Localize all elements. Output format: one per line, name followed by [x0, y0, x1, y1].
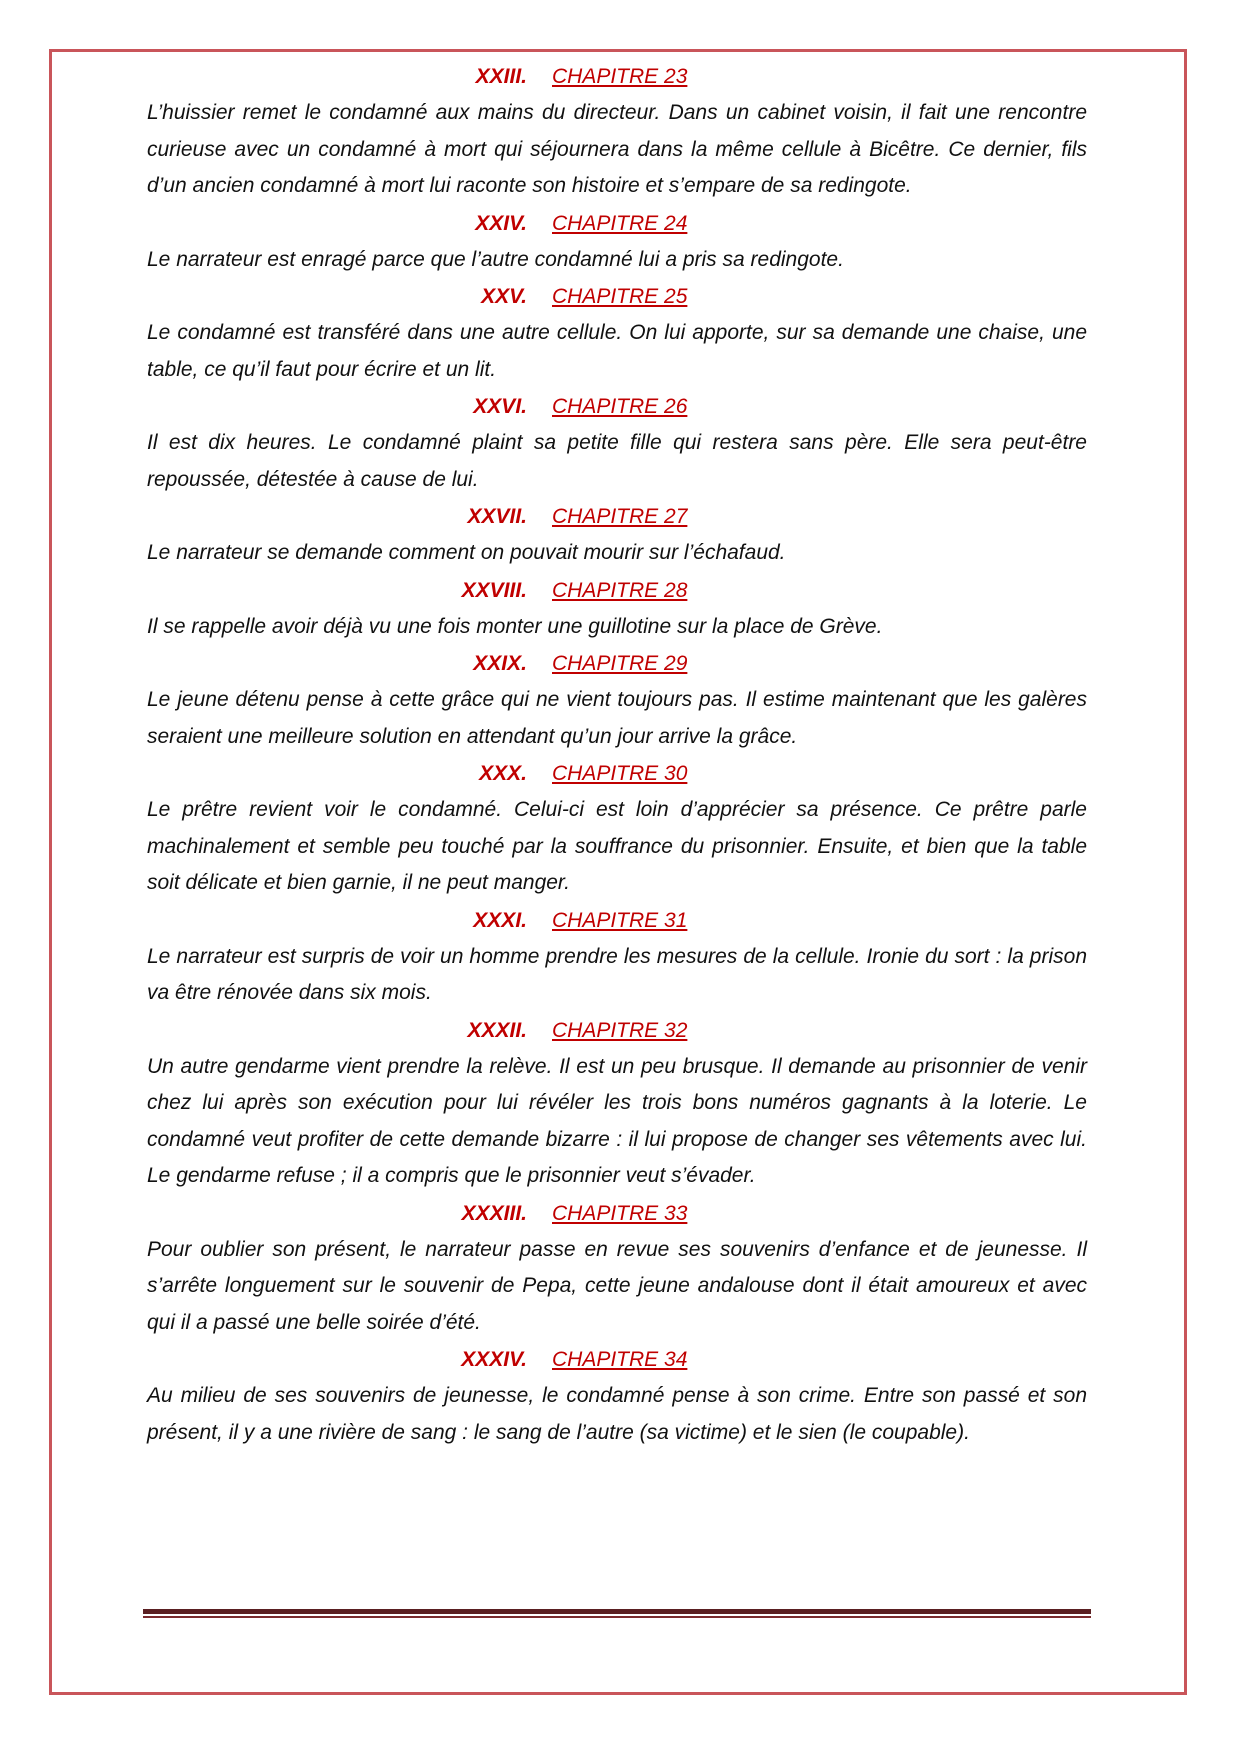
- chapter-number: XXIV.: [475, 211, 527, 235]
- chapter-summary: Pour oublier son présent, le narrateur passe en revue ses souvenirs d’enfance et de jeunesse. Il s’arrête longuement sur le souvenir de Pepa, cette jeune andalouse dont il était amoureux et avec qui il a passé une belle soirée d’été.: [147, 1237, 1087, 1334]
- footer-rule: [143, 1609, 1091, 1618]
- chapter-section: [147, 205, 1087, 279]
- chapter-link[interactable]: CHAPITRE 27: [552, 505, 688, 528]
- footer-rule-thick: [143, 1609, 1091, 1614]
- chapter-heading: [147, 645, 1087, 682]
- footer-rule-thin: [143, 1616, 1091, 1618]
- chapter-summary: Le narrateur est enragé parce que l’autre condamné lui a pris sa redingote.: [147, 247, 844, 271]
- chapter-link[interactable]: CHAPITRE 32: [552, 1018, 688, 1042]
- chapter-number: XXIX.: [473, 652, 527, 675]
- chapter-link[interactable]: CHAPITRE 24: [552, 211, 688, 235]
- chapter-heading: [147, 1195, 1087, 1232]
- chapter-section: [147, 388, 1087, 498]
- chapter-number: XXXIV.: [461, 1348, 527, 1371]
- chapter-section: [147, 1195, 1087, 1342]
- chapter-heading: [147, 388, 1087, 425]
- chapter-heading: [147, 278, 1087, 315]
- chapter-link[interactable]: CHAPITRE 26: [552, 395, 688, 418]
- chapter-section: [147, 278, 1087, 388]
- chapter-number: XXVI.: [473, 395, 527, 418]
- chapter-number: XXXII.: [467, 1018, 527, 1042]
- chapter-section: [147, 645, 1087, 755]
- chapter-heading: [147, 572, 1087, 609]
- chapter-summary: L’huissier remet le condamné aux mains du directeur. Dans un cabinet voisin, il fait une rencontre curieuse avec un condamné à mort qui séjournera dans la même cellule à Bicêtre. Ce dernier, fils d’un ancien condamné à mort lui raconte son histoire et s’empare de sa redingote.: [147, 101, 1087, 197]
- chapter-heading: [147, 1341, 1087, 1378]
- chapter-section: [147, 1012, 1087, 1195]
- chapter-number: XXXIII.: [461, 1201, 527, 1225]
- chapter-number: XXIII.: [475, 65, 527, 88]
- chapter-number: XXX.: [479, 762, 527, 785]
- chapter-summary: Le narrateur se demande comment on pouvait mourir sur l’échafaud.: [147, 541, 786, 564]
- chapter-number: XXVII.: [467, 505, 527, 528]
- chapter-section: [147, 902, 1087, 1012]
- chapter-section: [147, 572, 1087, 646]
- chapter-summary: Le jeune détenu pense à cette grâce qui ne vient toujours pas. Il estime maintenant que les galères seraient une meilleure solution en attendant qu’un jour arrive la grâce.: [147, 688, 1087, 748]
- chapter-section: [147, 498, 1087, 572]
- chapter-summary: Le condamné est transféré dans une autre cellule. On lui apporte, sur sa demande une chaise, une table, ce qu’il faut pour écrire et un lit.: [147, 321, 1087, 381]
- chapter-link[interactable]: CHAPITRE 29: [552, 652, 688, 675]
- chapter-summary: Le prêtre revient voir le condamné. Celui-ci est loin d’apprécier sa présence. Ce prêtre parle machinalement et semble peu touché par la souffrance du prisonnier. Ensuite, et bien que la table soit délicate et bien garnie, il ne peut manger.: [147, 798, 1087, 894]
- chapter-link[interactable]: CHAPITRE 31: [552, 908, 688, 932]
- chapter-section: [147, 755, 1087, 902]
- chapter-heading: [147, 1012, 1087, 1049]
- chapter-link[interactable]: CHAPITRE 30: [552, 762, 688, 785]
- chapter-heading: [147, 755, 1087, 792]
- chapter-section: [147, 58, 1087, 205]
- chapter-summary: Un autre gendarme vient prendre la relève. Il est un peu brusque. Il demande au prisonnier de venir chez lui après son exécution pour lui révéler les trois bons numéros gagnants à la loterie. Le condamné veut profiter de cette demande bizarre : il lui propose de changer ses vêtements avec lui. Le gendarme refuse ; il a compris que le prisonnier veut s’évader.: [147, 1054, 1087, 1187]
- chapter-link[interactable]: CHAPITRE 33: [552, 1201, 688, 1225]
- chapter-number: XXVIII.: [461, 578, 527, 602]
- chapter-summary: Au milieu de ses souvenirs de jeunesse, le condamné pense à son crime. Entre son passé et son présent, il y a une rivière de sang : le sang de l’autre (sa victime) et le sien (le coupable).: [147, 1384, 1087, 1444]
- chapter-link[interactable]: CHAPITRE 34: [552, 1348, 688, 1371]
- chapter-number: XXV.: [481, 285, 527, 308]
- chapter-link[interactable]: CHAPITRE 25: [552, 285, 688, 308]
- chapter-heading: [147, 498, 1087, 535]
- chapter-heading: [147, 205, 1087, 242]
- chapter-link[interactable]: CHAPITRE 28: [552, 578, 688, 602]
- chapter-link[interactable]: CHAPITRE 23: [552, 65, 688, 88]
- chapter-list: [147, 58, 1087, 1451]
- chapter-summary: Il est dix heures. Le condamné plaint sa petite fille qui restera sans père. Elle sera peut-être repoussée, détestée à cause de lui.: [147, 431, 1087, 491]
- chapter-heading: [147, 58, 1087, 95]
- chapter-summary: Le narrateur est surpris de voir un homme prendre les mesures de la cellule. Ironie du sort : la prison va être rénovée dans six mois.: [147, 944, 1087, 1004]
- chapter-summary: Il se rappelle avoir déjà vu une fois monter une guillotine sur la place de Grève.: [147, 614, 883, 638]
- chapter-number: XXXI.: [473, 908, 527, 932]
- chapter-section: [147, 1341, 1087, 1451]
- chapter-heading: [147, 902, 1087, 939]
